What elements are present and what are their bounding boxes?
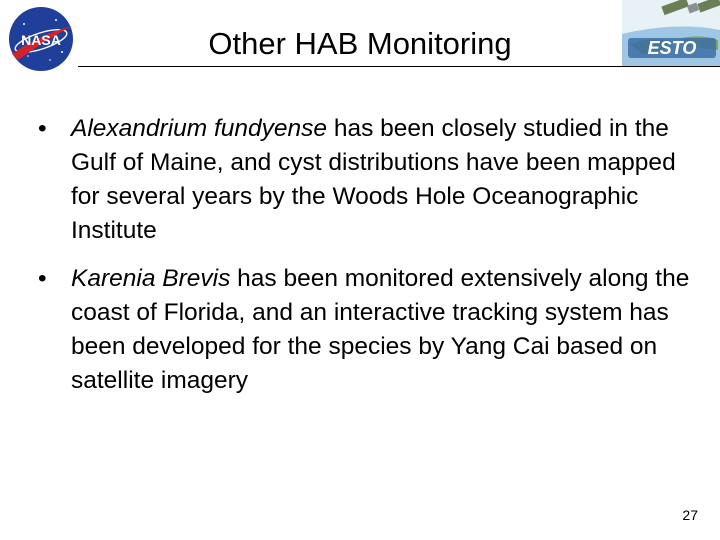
nasa-logo-text: NASA: [21, 32, 61, 48]
bullet-item-karenia: [38, 262, 698, 398]
bullet-marker: •: [38, 265, 47, 292]
slide-title: Other HAB Monitoring: [208, 26, 512, 61]
species-name: Karenia Brevis: [71, 265, 231, 292]
nasa-logo: [6, 4, 76, 74]
bullet-text: has been closely studied in the Gulf of Maine, and cyst distributions have been mapped for several years by the Woods Hole Oceanographic Institute: [71, 115, 676, 244]
page-number: 27: [682, 507, 698, 523]
bullet-marker: •: [38, 115, 47, 142]
bullet-item-alexandrium: [38, 112, 698, 248]
species-name: Alexandrium fundyense: [71, 115, 328, 142]
bullet-text: has been monitored extensively along the coast of Florida, and an interactive tracking system has been developed for the species by Yang Cai based on satellite imagery: [71, 265, 690, 394]
esto-logo-text: ESTO: [647, 38, 697, 58]
bullet-list: [38, 112, 698, 398]
title-divider: [78, 66, 720, 67]
